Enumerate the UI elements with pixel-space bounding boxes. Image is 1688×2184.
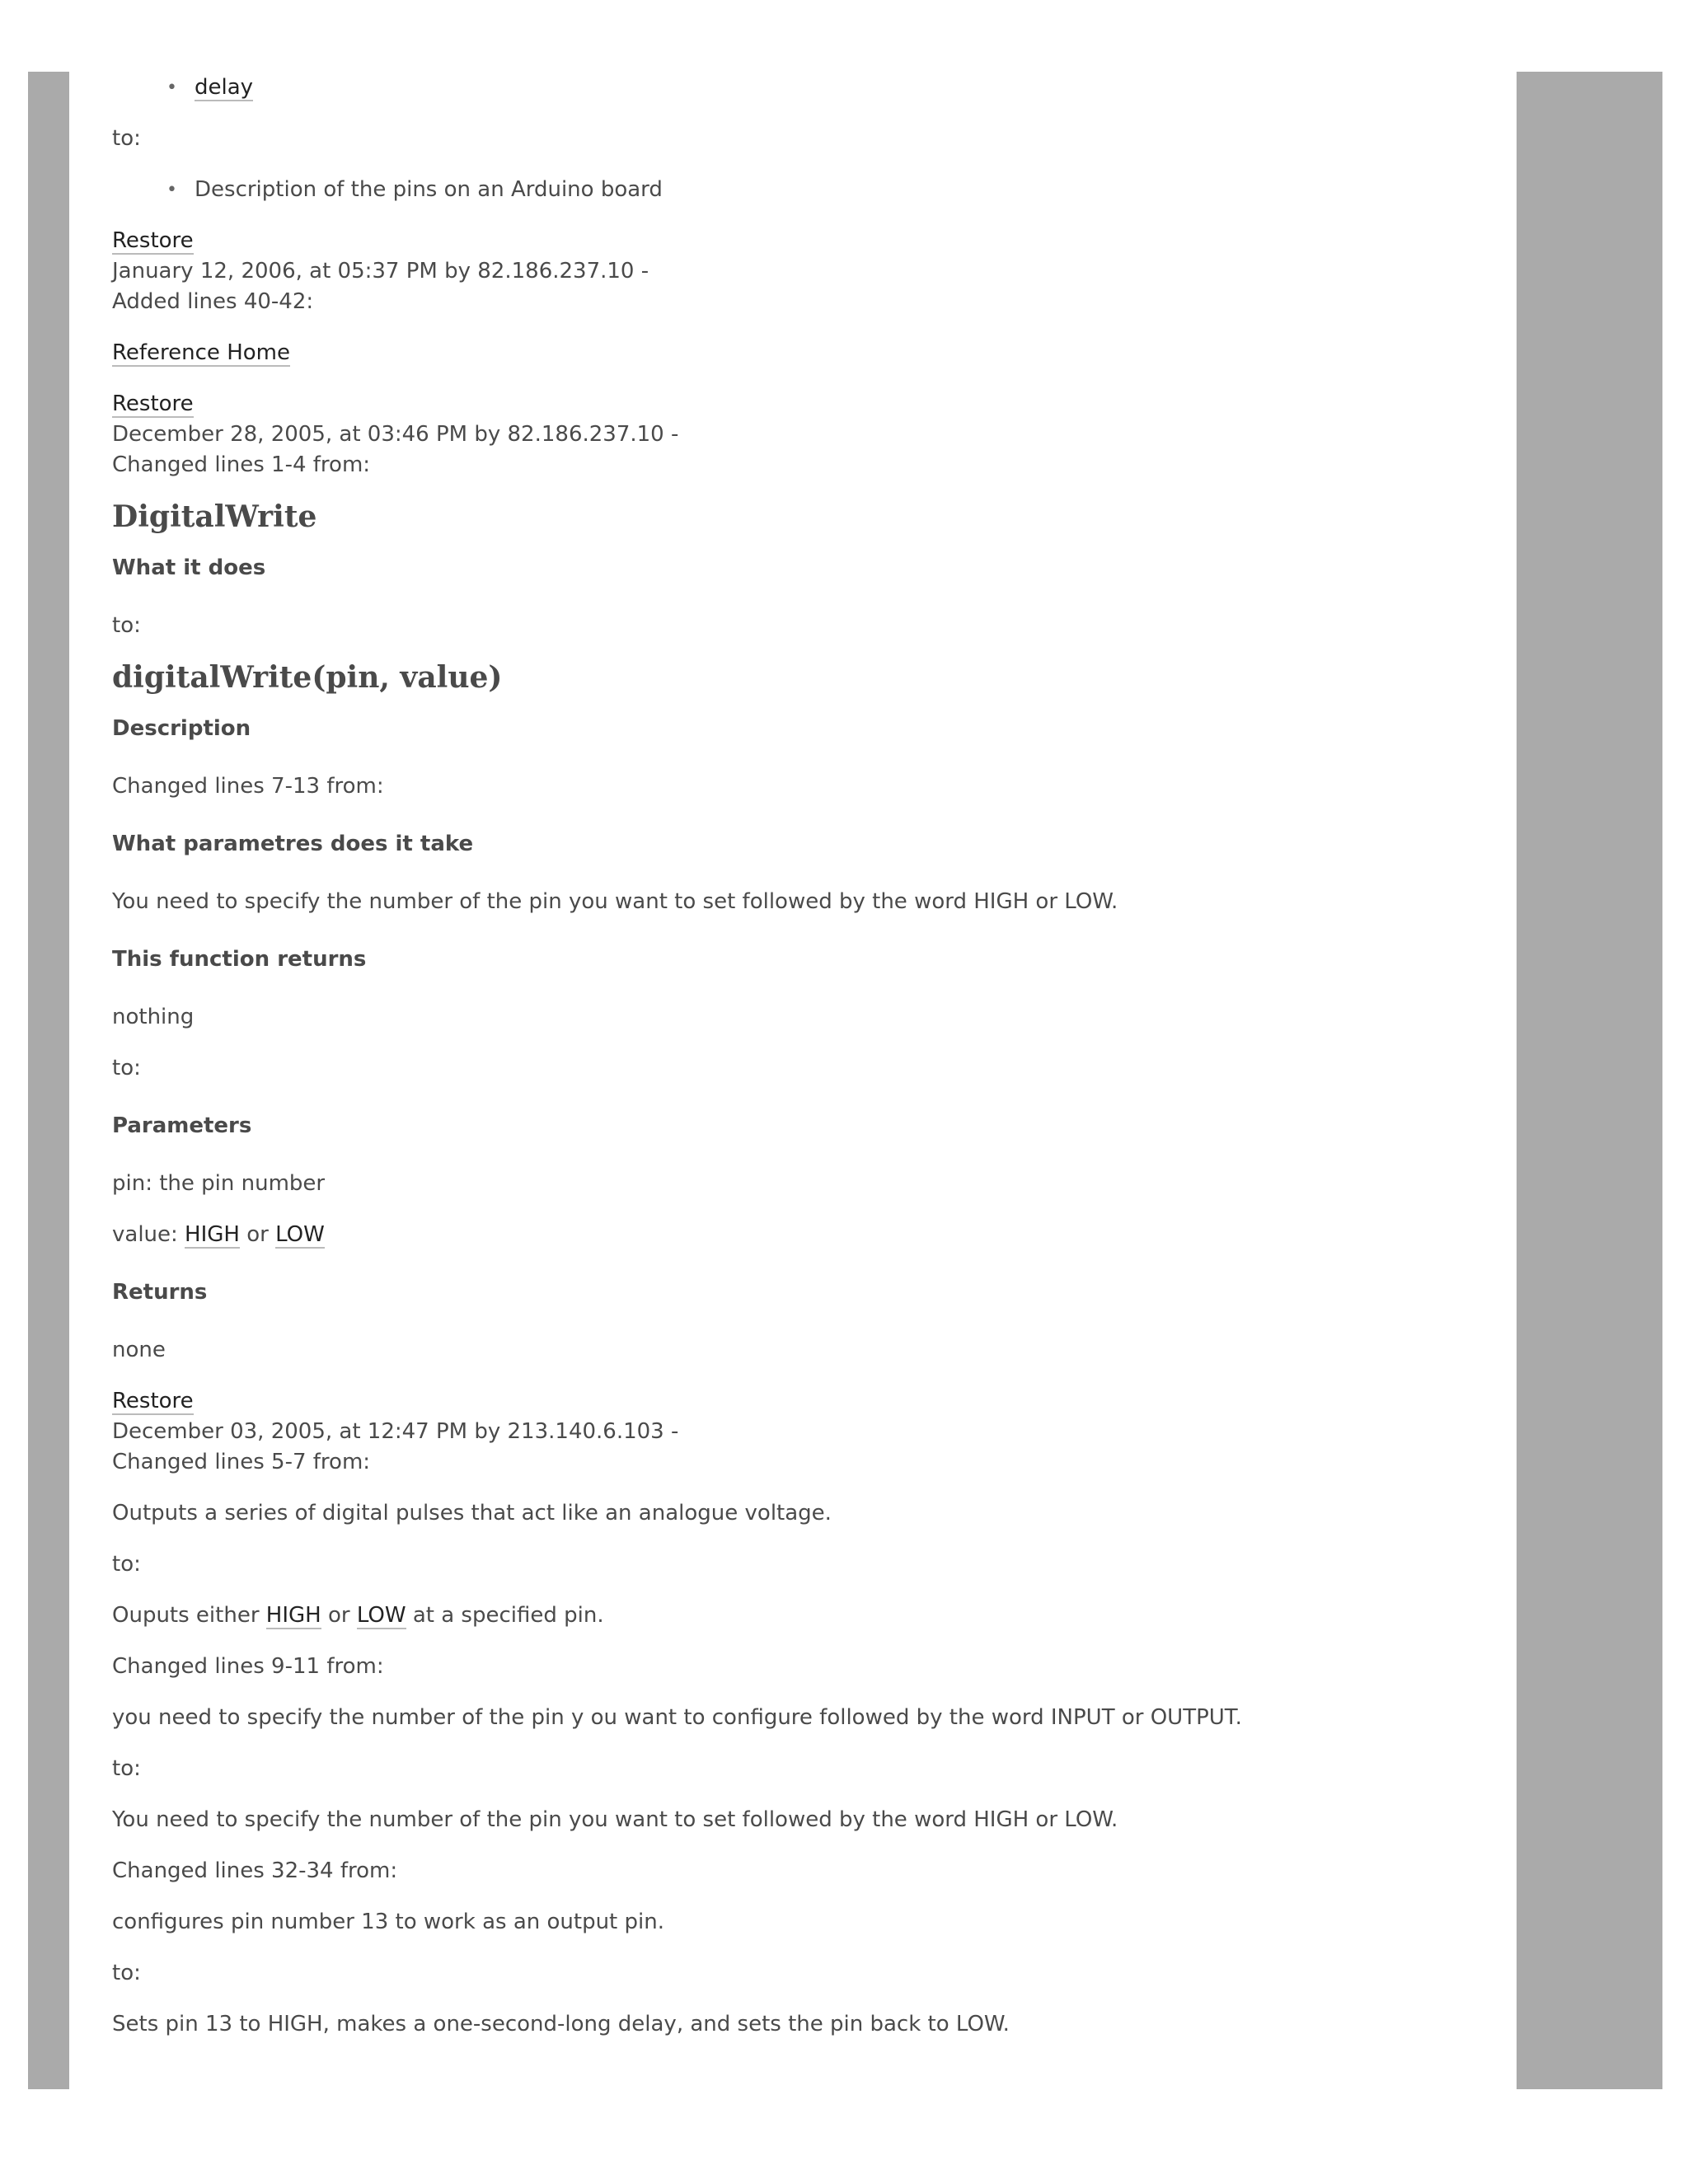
old-subheading: What it does <box>112 555 266 580</box>
restore-link[interactable]: Restore <box>112 391 194 416</box>
to-label: to: <box>112 1961 141 1985</box>
low-link[interactable]: LOW <box>356 1603 406 1628</box>
to-label: to: <box>112 613 141 638</box>
to-label: to: <box>112 1552 141 1577</box>
change-summary: Changed lines 5-7 from: <box>112 1450 371 1474</box>
value-param <box>112 1220 1497 1250</box>
revision-meta: December 03, 2005, at 12:47 PM by 213.140.6.103 - <box>112 1419 679 1444</box>
right-sidebar <box>1517 72 1662 2089</box>
new-subheading: Description <box>112 716 251 741</box>
new-example: Sets pin 13 to HIGH, makes a one-second-long delay, and sets the pin back to LOW. <box>112 2012 1010 2036</box>
returns-heading: This function returns <box>112 947 367 972</box>
returns-heading: Returns <box>112 1280 208 1305</box>
high-link[interactable]: HIGH <box>265 1603 321 1628</box>
revision-meta: December 28, 2005, at 03:46 PM by 82.186.237.10 - <box>112 422 679 447</box>
pin-param: pin: the pin number <box>112 1171 326 1196</box>
desc-prefix: Ouputs either <box>112 1603 260 1628</box>
params-text: You need to specify the number of the pin you want to set followed by the word HIGH or LOW. <box>112 889 1118 914</box>
returns-text: none <box>112 1338 166 1362</box>
bullet-list <box>195 73 1497 103</box>
change-summary: Changed lines 32-34 from: <box>112 1858 398 1883</box>
revision-entry <box>112 1386 1497 1478</box>
or-word: or <box>327 1603 350 1628</box>
reference-home-link[interactable]: Reference Home <box>112 340 290 365</box>
page-history-content <box>112 73 1497 2040</box>
value-prefix: value: <box>112 1222 178 1247</box>
reference-home-line <box>112 338 1497 368</box>
change-summary: Changed lines 9-11 from: <box>112 1654 384 1679</box>
to-label: to: <box>112 1756 141 1781</box>
high-link[interactable]: HIGH <box>185 1222 240 1247</box>
change-summary: Changed lines 7-13 from: <box>112 774 384 799</box>
list-item <box>195 73 1497 103</box>
or-word: or <box>246 1222 269 1247</box>
list-item: • Description of the pins on an Arduino board <box>195 175 1497 205</box>
parameters-heading: Parameters <box>112 1113 252 1138</box>
old-title: DigitalWrite <box>112 499 317 534</box>
old-example: configures pin number 13 to work as an output pin. <box>112 1910 664 1934</box>
bullet-list <box>195 175 1497 205</box>
left-sidebar <box>28 72 69 2089</box>
restore-link[interactable]: Restore <box>112 1389 194 1413</box>
returns-text: nothing <box>112 1005 195 1029</box>
delay-link[interactable]: delay <box>195 75 254 100</box>
old-params: you need to specify the number of the pin y ou want to configure followed by the word INPUT or OUTPUT. <box>112 1705 1242 1730</box>
new-params: You need to specify the number of the pin you want to set followed by the word HIGH or LOW. <box>112 1807 1118 1832</box>
to-label: to: <box>112 126 141 151</box>
params-heading: What parametres does it take <box>112 832 474 856</box>
desc-suffix: at a specified pin. <box>412 1603 604 1628</box>
revision-meta: January 12, 2006, at 05:37 PM by 82.186.237.10 - <box>112 259 649 284</box>
low-link[interactable]: LOW <box>275 1222 325 1247</box>
change-summary: Changed lines 1-4 from: <box>112 452 371 477</box>
change-summary: Added lines 40-42: <box>112 289 314 314</box>
to-label: to: <box>112 1056 141 1080</box>
revision-entry <box>112 226 1497 317</box>
old-description: Outputs a series of digital pulses that act like an analogue voltage. <box>112 1501 832 1526</box>
restore-link[interactable]: Restore <box>112 228 194 253</box>
revision-entry <box>112 389 1497 480</box>
new-description <box>112 1601 1497 1631</box>
new-title: digitalWrite(pin, value) <box>112 660 503 695</box>
